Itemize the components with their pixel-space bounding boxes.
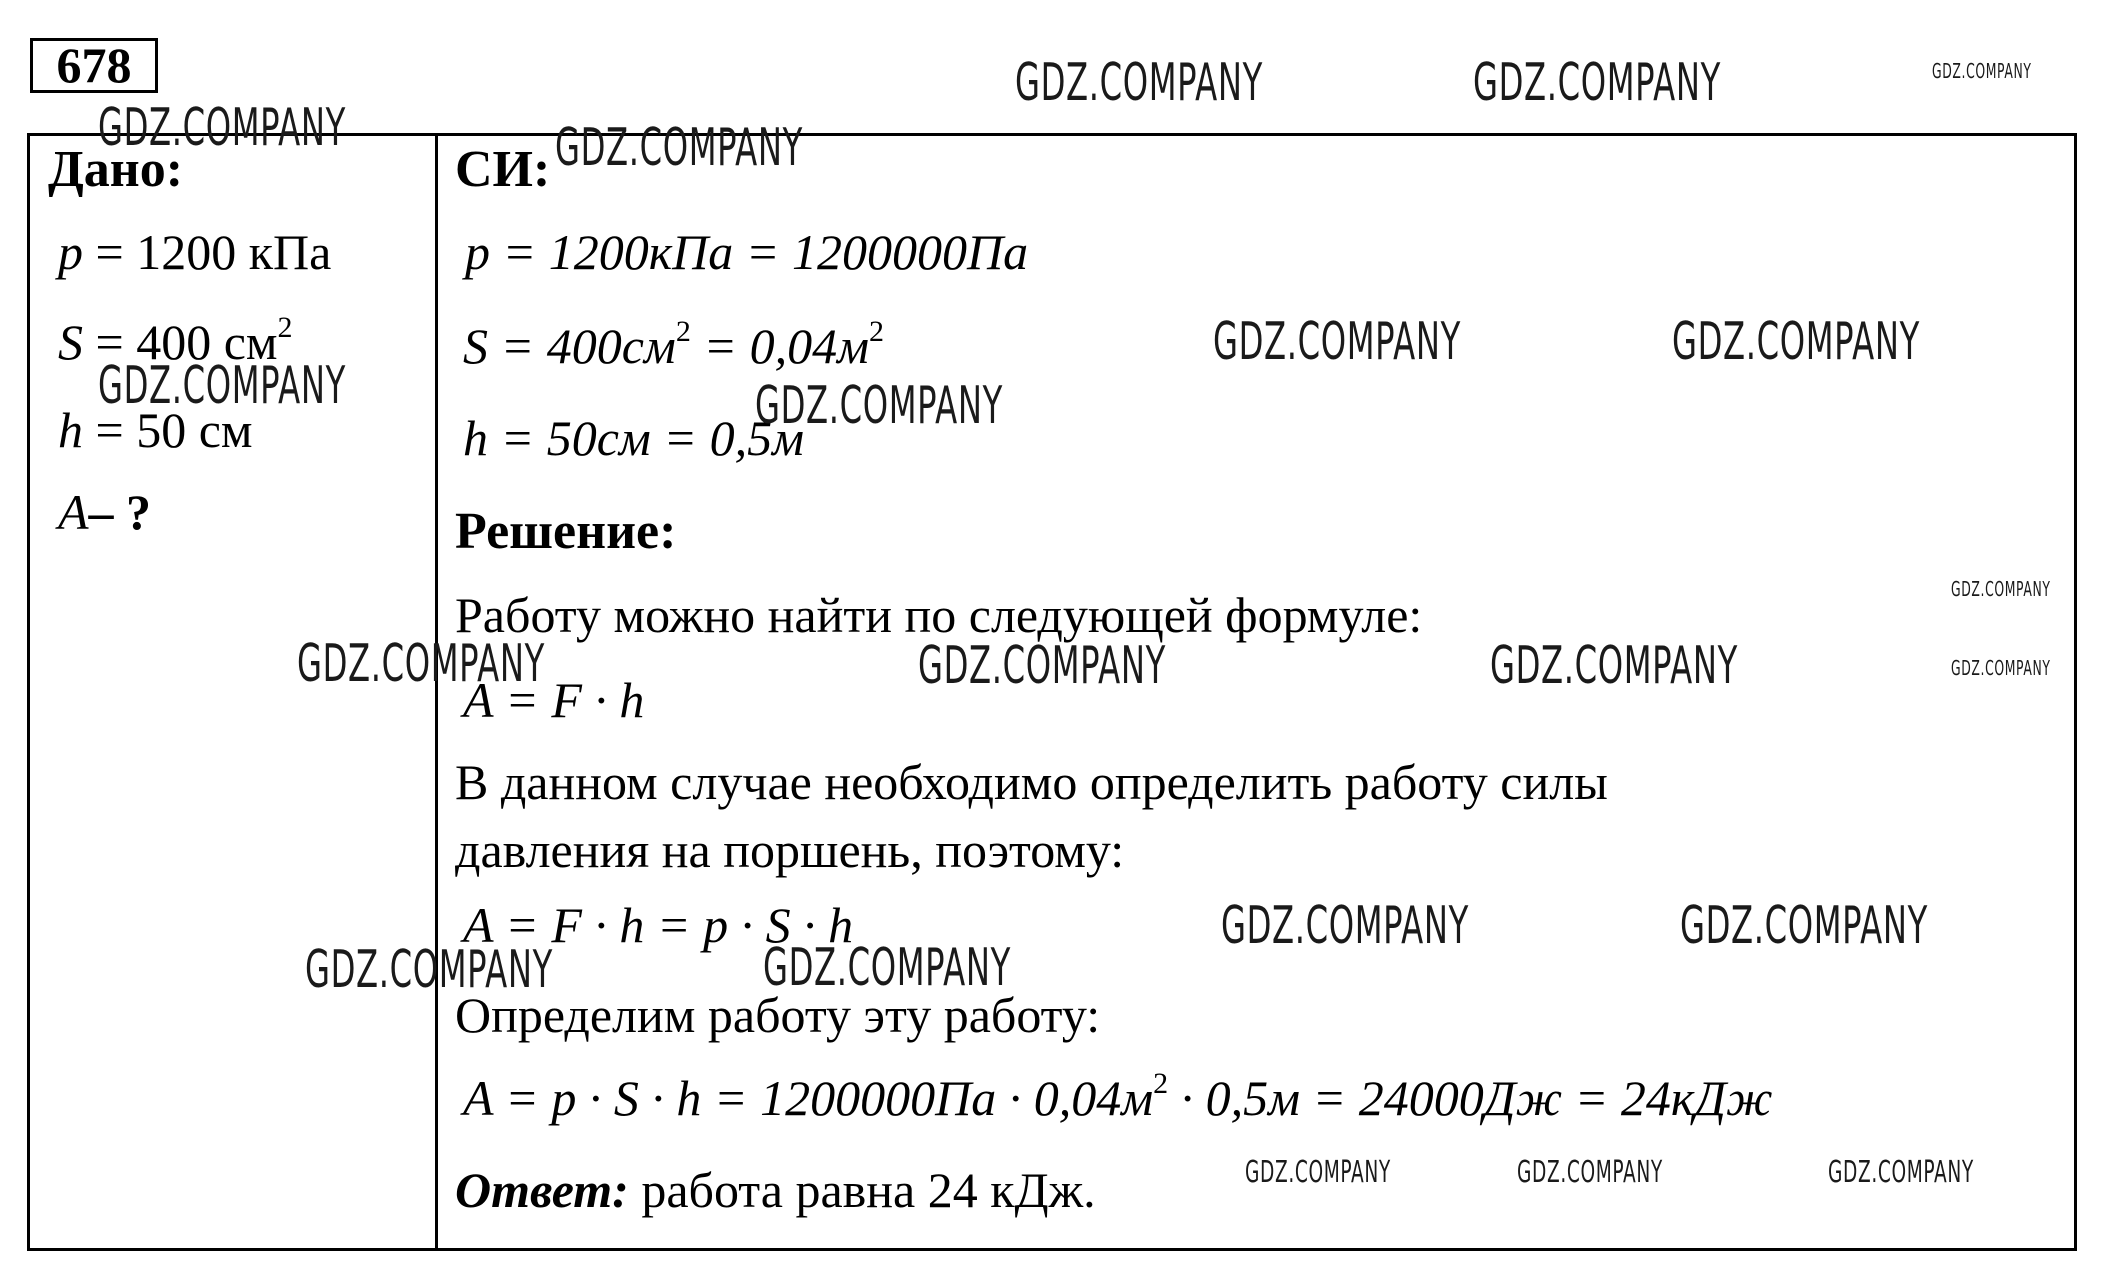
solution-title: Решение: <box>455 503 677 560</box>
watermark: GDZ.COMPANY <box>1490 636 1738 696</box>
watermark: GDZ.COMPANY <box>1828 1155 1974 1190</box>
watermark: GDZ.COMPANY <box>1473 53 1721 113</box>
watermark: GDZ.COMPANY <box>555 118 803 178</box>
watermark: GDZ.COMPANY <box>1932 59 2032 83</box>
problem-number: 678 <box>30 38 158 93</box>
given-height: h = 50 см <box>58 402 253 458</box>
watermark: GDZ.COMPANY <box>1680 896 1928 956</box>
watermark: GDZ.COMPANY <box>1517 1155 1663 1190</box>
watermark: GDZ.COMPANY <box>297 634 545 694</box>
watermark: GDZ.COMPANY <box>1015 53 1263 113</box>
given-unknown: A– ? <box>58 484 152 540</box>
watermark: GDZ.COMPANY <box>1951 577 2051 601</box>
watermark: GDZ.COMPANY <box>1221 896 1469 956</box>
solution-text-line1: В данном случае необходимо определить работу силы <box>455 754 1608 810</box>
watermark: GDZ.COMPANY <box>1245 1155 1391 1190</box>
si-area: $S = 400см^2 = 0,04м^2$ <box>463 315 884 374</box>
watermark: GDZ.COMPANY <box>98 356 346 416</box>
watermark: GDZ.COMPANY <box>755 376 1003 436</box>
column-divider <box>435 135 438 1249</box>
watermark: GDZ.COMPANY <box>1672 312 1920 372</box>
formula-calculation: $A = p \cdot S \cdot h = 1200000Па \cdot 0,04м^2 \cdot 0,5м = 24000Дж = 24кДж$ <box>463 1067 1773 1126</box>
solution-text-line2: давления на поршень, поэтому: <box>455 822 1125 878</box>
watermark: GDZ.COMPANY <box>1213 312 1461 372</box>
si-height: h = 50см = 0,5м <box>463 410 804 466</box>
answer: Ответ: работа равна 24 кДж. <box>455 1162 1096 1218</box>
given-pressure: p = 1200 кПа <box>58 224 332 280</box>
watermark: GDZ.COMPANY <box>918 636 1166 696</box>
watermark: GDZ.COMPANY <box>98 98 346 158</box>
solution-text3: Определим работу эту работу: <box>455 987 1101 1043</box>
watermark: GDZ.COMPANY <box>763 938 1011 998</box>
formula-work-pressure: A = F · h = p · S · h <box>463 897 854 953</box>
si-pressure: p = 1200кПа = 1200000Па <box>465 224 1029 280</box>
watermark: GDZ.COMPANY <box>305 940 553 1000</box>
given-title: Дано: <box>48 141 184 198</box>
si-title: СИ: <box>455 141 551 198</box>
given-area: S = 400 $см^2$ <box>58 311 293 370</box>
solution-intro: Работу можно найти по следующей формуле: <box>455 587 1423 643</box>
formula-work: A = F · h <box>463 672 645 728</box>
watermark: GDZ.COMPANY <box>1951 656 2051 680</box>
